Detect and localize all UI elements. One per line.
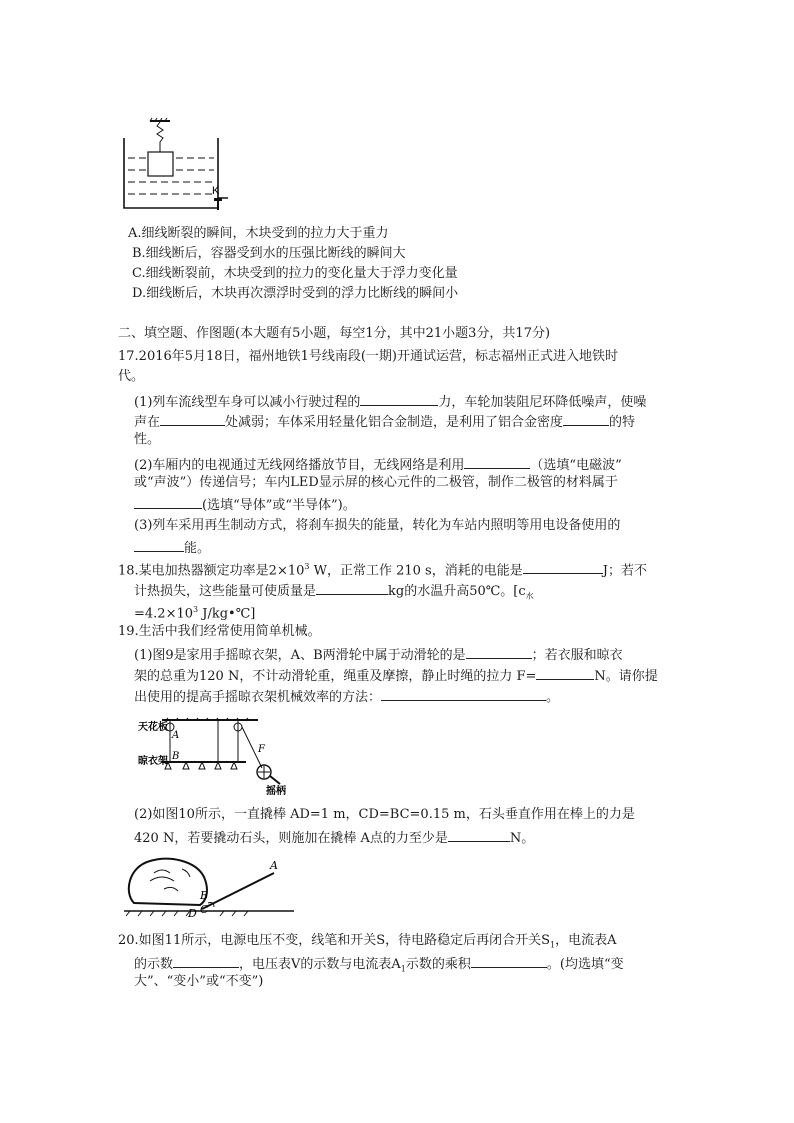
answer-blank[interactable]: [160, 411, 225, 426]
answer-blank[interactable]: [536, 665, 594, 680]
q16-option-d: D.细线断后，木块再次漂浮时受到的浮力比断线的瞬间小: [132, 286, 459, 301]
lever-rock-figure: [124, 855, 294, 920]
q16-option-b: B.细线断后，容器受到水的压强比断线的瞬间大: [132, 246, 406, 261]
answer-blank[interactable]: [173, 953, 239, 968]
q20-line3: 大”、“变小”或“不变”): [134, 974, 264, 989]
fig9-label-b: B: [172, 751, 180, 762]
clothes-rack-figure: [138, 718, 298, 796]
q17-part3-line1: (3)列车采用再生制动方式，将刹车损失的能量，转化为车站内照明等用电设备使用的: [134, 518, 621, 533]
q17-part3-line2: 能。: [134, 537, 210, 558]
q20-line2: 的示数 ，电压表V的示数与电流表$A_1$示数的乘积 。(均选填“变: [134, 953, 624, 979]
answer-blank[interactable]: [471, 953, 547, 968]
q17-stem-line-1: 17.2016年5月18日，福州地铁1号线南段(一期)开通试运营，标志福州正式进入地铁时: [118, 349, 618, 364]
answer-blank[interactable]: [563, 411, 609, 426]
answer-blank[interactable]: [448, 827, 510, 842]
fig9-label-rack: 晾衣架: [138, 756, 168, 767]
fig10-label-b: B: [200, 889, 209, 902]
q17-part1-line2: 声在 处减弱；车体采用轻量化铝合金制造，是利用了铝合金密度 的特: [134, 411, 635, 432]
q17-stem-line-2: 代。: [118, 369, 145, 384]
fig9-label-f: F: [258, 744, 265, 755]
answer-blank[interactable]: [381, 686, 546, 701]
q19-part1-line3: 出使用的提高手摇晾衣架机械效率的方法： 。: [134, 686, 559, 707]
answer-blank[interactable]: [466, 644, 532, 659]
fig9-label-a: A: [172, 730, 180, 741]
answer-blank[interactable]: [316, 580, 388, 595]
q16-option-c: C.细线断裂前，木块受到的拉力的变化量大于浮力变化量: [132, 266, 458, 281]
q17-part2-line1: (2)车厢内的电视通过无线网络播放节目，无线网络是利用 （选填“电磁波”: [134, 454, 622, 475]
q18-line1: 18.某电加热器额定功率是$2\times 10^3$ W，正常工作 210 s，消耗的电能是 J；若不: [118, 558, 647, 580]
q17-part2-line3: (选填“导体”或“半导体”)。: [134, 494, 356, 515]
q19-part1-line2: 架的总重为120 N，不计动滑轮重，绳重及摩擦，静止时绳的拉力 F= N。请你提: [134, 665, 658, 686]
q19-part1-line1: (1)图9是家用手摇晾衣架，A、B两滑轮中属于动滑轮的是 ；若衣服和晾衣: [134, 644, 623, 665]
fig10-label-d: D: [188, 907, 197, 920]
answer-blank[interactable]: [134, 537, 184, 552]
answer-blank[interactable]: [464, 454, 530, 469]
q17-part1-line1: (1)列车流线型车身可以减小行驶过程的 力，车轮加装阻尼环降低噪声，使噪: [134, 391, 646, 412]
q17-part1-line3: 性。: [134, 432, 161, 447]
q19-part2-line2: 420 N，若要撬动石头，则施加在撬棒 A点的力至少是 N。: [134, 827, 534, 848]
answer-blank[interactable]: [134, 494, 202, 509]
section-2-title: 二、填空题、作图题(本大题有5小题，每空1分，其中21小题3分，共17分): [118, 326, 551, 341]
q19-part2-line1: (2)如图10所示，一直撬棒 AD=1 m，CD=BC=0.15 m，石头垂直作用在棒上的力是: [134, 807, 635, 822]
fig9-label-ceiling: 天花板: [138, 722, 168, 733]
fig10-label-a: A: [270, 859, 278, 872]
answer-blank[interactable]: [360, 391, 438, 406]
q20-line1: 20.如图11所示，电源电压不变，线笔和开关S，待电路稳定后再闭合开关$S_1$，电流表A: [118, 933, 617, 950]
fig9-label-crank: 摇柄: [266, 786, 286, 797]
tank-figure: [120, 118, 230, 216]
fig10-label-c: C: [200, 903, 209, 916]
q17-part2-line2: 或“声波”）传递信号；车内LED显示屏的核心元件的二极管，制作二极管的材料属于: [134, 475, 618, 490]
q19-stem: 19.生活中我们经常使用简单机械。: [118, 624, 321, 639]
q16-option-a: A.细线断裂的瞬间，木块受到的拉力大于重力: [128, 226, 389, 241]
q18-line2: 计热损失，这些能量可使质量是 kg的水温升高50℃。[$c_水$: [134, 580, 534, 606]
answer-blank[interactable]: [523, 559, 603, 574]
q18-line3: $=4.2\times 10^3$ J/kg•℃]: [134, 605, 256, 622]
tank-label-k: K: [212, 185, 220, 197]
